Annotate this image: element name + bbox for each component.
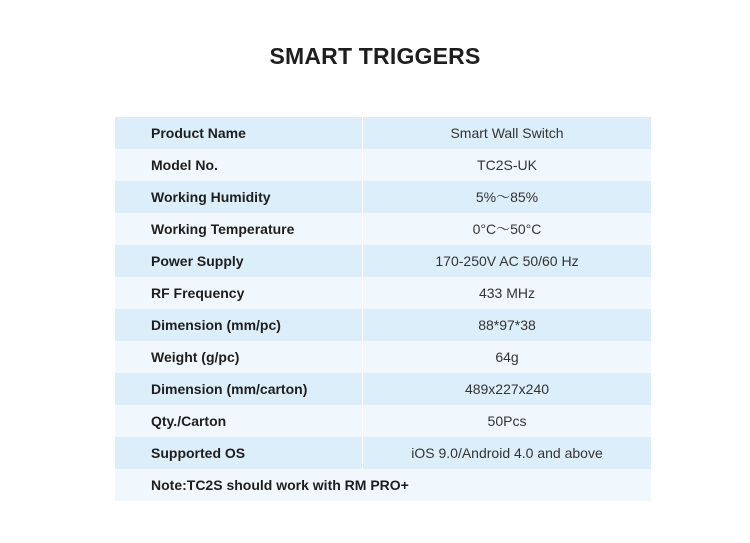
compatibility-note: Note:TC2S should work with RM PRO+ bbox=[115, 469, 651, 501]
spec-label: Working Humidity bbox=[115, 181, 363, 213]
spec-row-rf-frequency bbox=[115, 277, 651, 309]
spec-row-qty-carton bbox=[115, 405, 651, 437]
spec-row-product-name bbox=[115, 117, 651, 149]
spec-row-supported-os bbox=[115, 437, 651, 469]
spec-row-dimension-pc bbox=[115, 309, 651, 341]
spec-label: Qty./Carton bbox=[115, 405, 363, 437]
spec-value: 433 MHz bbox=[363, 277, 652, 309]
spec-value: 0°C〜50°C bbox=[363, 213, 652, 245]
spec-row-working-temperature bbox=[115, 213, 651, 245]
spec-value: TC2S-UK bbox=[363, 149, 652, 181]
spec-row-weight bbox=[115, 341, 651, 373]
spec-label: Model No. bbox=[115, 149, 363, 181]
spec-row-dimension-carton bbox=[115, 373, 651, 405]
spec-value: iOS 9.0/Android 4.0 and above bbox=[363, 437, 652, 469]
spec-label: Dimension (mm/pc) bbox=[115, 309, 363, 341]
spec-value: Smart Wall Switch bbox=[363, 117, 652, 149]
spec-value: 50Pcs bbox=[363, 405, 652, 437]
spec-label: Dimension (mm/carton) bbox=[115, 373, 363, 405]
spec-label: Product Name bbox=[115, 117, 363, 149]
spec-label: Supported OS bbox=[115, 437, 363, 469]
spec-value: 64g bbox=[363, 341, 652, 373]
spec-label: RF Frequency bbox=[115, 277, 363, 309]
spec-value: 170-250V AC 50/60 Hz bbox=[363, 245, 652, 277]
spec-value: 489x227x240 bbox=[363, 373, 652, 405]
spec-row-model-no bbox=[115, 149, 651, 181]
spec-row-power-supply bbox=[115, 245, 651, 277]
spec-value: 88*97*38 bbox=[363, 309, 652, 341]
spec-label: Power Supply bbox=[115, 245, 363, 277]
page-title: SMART TRIGGERS bbox=[269, 43, 481, 69]
spec-row-note bbox=[115, 469, 651, 501]
spec-table bbox=[115, 117, 651, 501]
spec-label: Working Temperature bbox=[115, 213, 363, 245]
spec-row-working-humidity bbox=[115, 181, 651, 213]
spec-value: 5%〜85% bbox=[363, 181, 652, 213]
spec-label: Weight (g/pc) bbox=[115, 341, 363, 373]
